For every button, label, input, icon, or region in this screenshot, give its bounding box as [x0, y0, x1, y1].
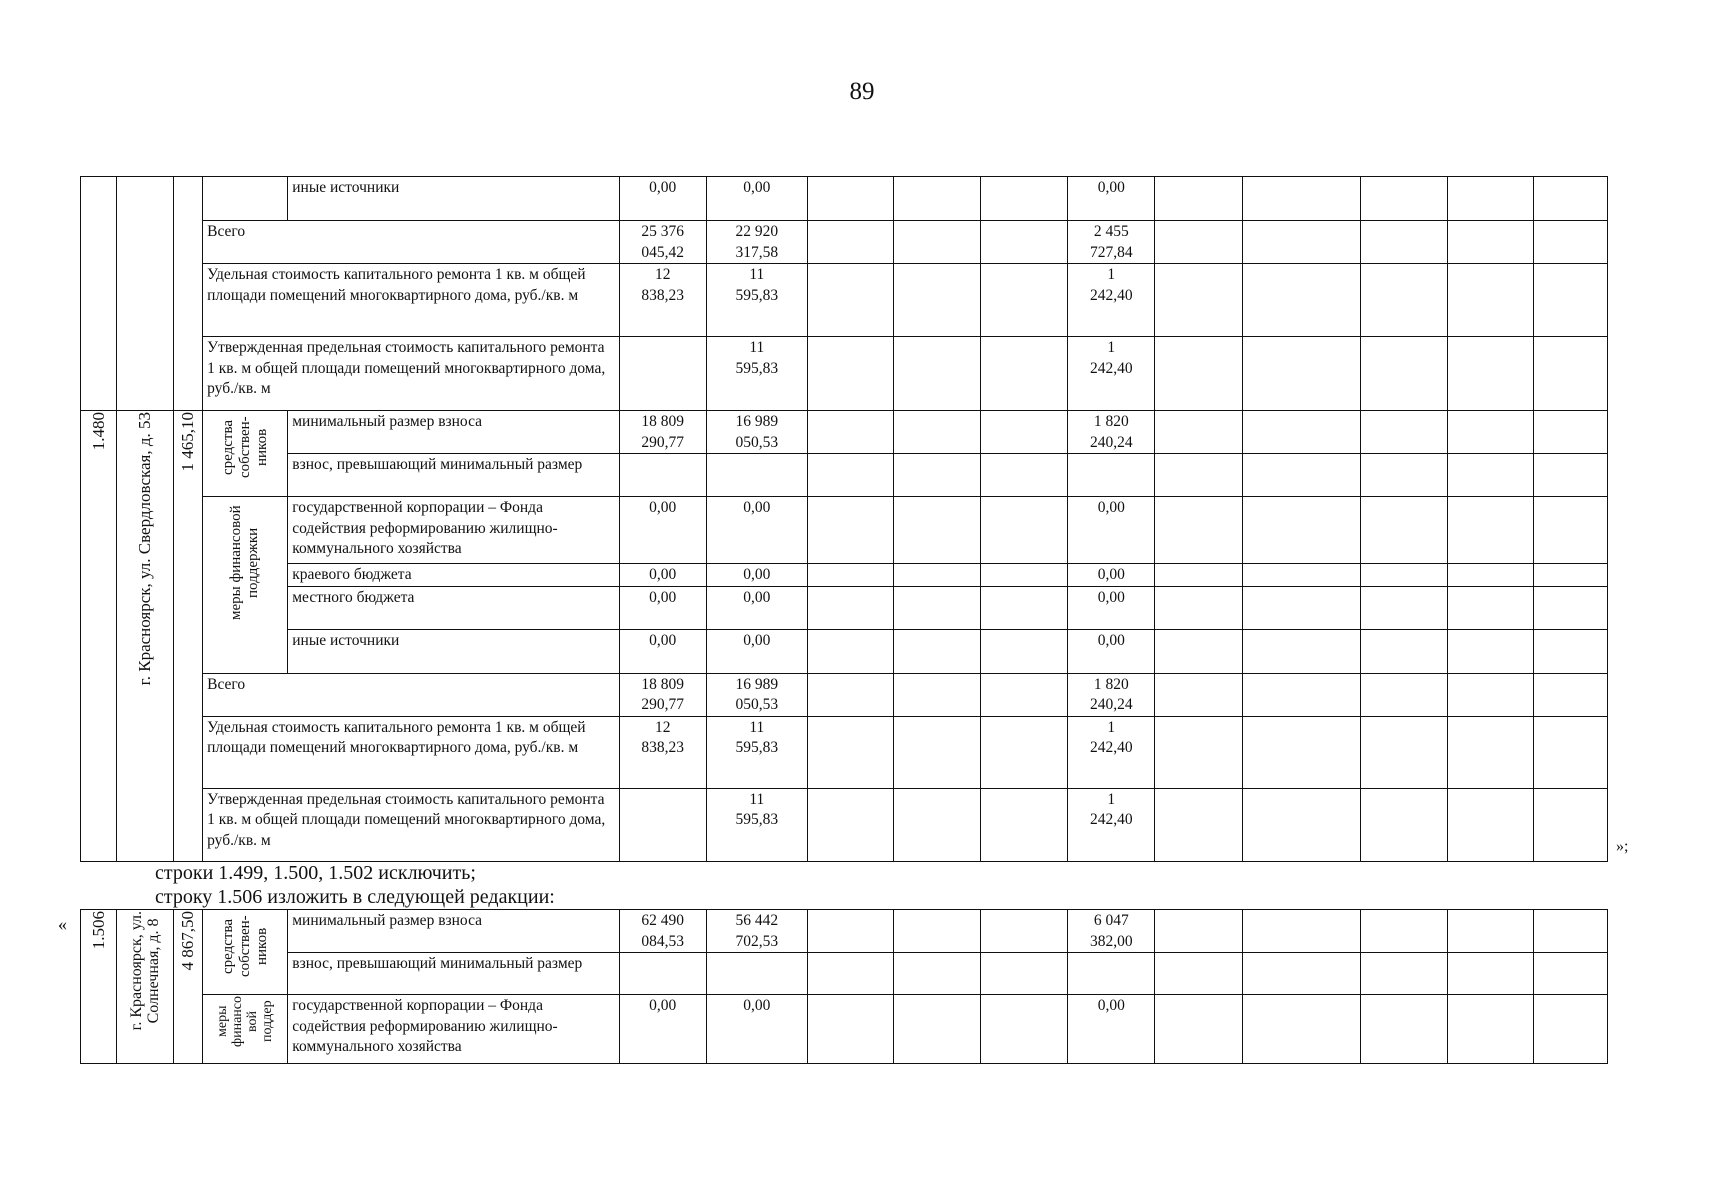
row-label: Утвержденная предельная стоимость капитального ремонта 1 кв. м общей площади помещений многоквартирного дома, руб./кв. м [203, 788, 620, 861]
capital-repair-table-upper [80, 176, 1608, 862]
row-label: Всего [203, 221, 620, 264]
row-label: минимальный размер взноса [288, 910, 619, 953]
row-label: иные источники [288, 629, 619, 673]
table-row: 1.506 г. Красноярск, ул. Солнечная, д. 8 4 867,50 средства собствен-ников минимальный размер взноса 62 490 084,53 56 442 702,53 6 047 382,00 [81, 910, 1608, 953]
row-label: местного бюджета [288, 586, 619, 629]
address-cell [117, 411, 174, 862]
table-row: меры финансовой поддержки государственной корпорации – Фонда содействия реформированию жилищно-коммунального хозяйства 0,00 0,00 0,00 [81, 497, 1608, 564]
table-row: местного бюджета 0,00 0,00 0,00 [81, 586, 1608, 629]
table-row: Всего 25 376 045,42 22 920 317,58 2 455 727,84 [81, 221, 1608, 264]
row-label: минимальный размер взноса [288, 411, 619, 454]
row-label: взнос, превышающий минимальный размер [288, 953, 619, 995]
row-number: 1.506 [88, 911, 108, 950]
address: г. Красноярск, ул. Солнечная, д. 8 [128, 911, 163, 1031]
row-label: краевого бюджета [288, 564, 619, 587]
group-owners-label: средства собствен-ников [219, 416, 270, 478]
group-support-label: меры финансовой поддержки [228, 505, 262, 621]
table-row: меры финансо вой поддер государственной корпорации – Фонда содействия реформированию жилищно-коммунального хозяйства 0,00 0,00 0,00 [81, 995, 1608, 1064]
capital-repair-table-lower [80, 909, 1608, 1064]
closing-quote: »; [1616, 838, 1629, 855]
table-row: 1.480 г. Красноярск, ул. Свердловская, д. 53 1 465,10 средства собствен-ников минимальный размер взноса 18 809 290,77 16 989 050,53 1 820 240,24 [81, 411, 1608, 454]
note-exclude-rows: строки 1.499, 1.500, 1.502 исключить; [155, 862, 476, 884]
group-owners-cell [203, 411, 288, 497]
row-label: Утвержденная предельная стоимость капитального ремонта 1 кв. м общей площади помещений многоквартирного дома, руб./кв. м [203, 337, 620, 411]
address: г. Красноярск, ул. Свердловская, д. 53 [135, 412, 155, 686]
area-cell [174, 910, 203, 1064]
table-row: краевого бюджета 0,00 0,00 0,00 [81, 564, 1608, 587]
table-row: иные источники 0,00 0,00 0,00 [81, 629, 1608, 673]
row-label: Всего [203, 673, 620, 716]
row-label: государственной корпорации – Фонда содействия реформированию жилищно-коммунального хозяйства [288, 497, 619, 564]
table-row: Удельная стоимость капитального ремонта 1 кв. м общей площади помещений многоквартирного дома, руб./кв. м 12 838,23 11 595,83 1 242,40 [81, 716, 1608, 788]
group-owners-cell [203, 910, 288, 995]
note-new-edition: строку 1.506 изложить в следующей редакции: [155, 886, 555, 908]
row-label: иные источники [288, 177, 619, 221]
page-number: 89 [849, 78, 875, 105]
table-row: Удельная стоимость капитального ремонта 1 кв. м общей площади помещений многоквартирного дома, руб./кв. м 12 838,23 11 595,83 1 242,40 [81, 264, 1608, 337]
table-row [81, 454, 1608, 497]
table-row: иные источники 0,00 0,00 0,00 [81, 177, 1608, 221]
address-cell [117, 910, 174, 1064]
row-label: государственной корпорации – Фонда содействия реформированию жилищно-коммунального хозяйства [288, 995, 619, 1064]
group-support-cell [203, 497, 288, 674]
row-number: 1.480 [88, 412, 108, 451]
opening-quote: « [58, 914, 67, 934]
group-support-cell [203, 995, 288, 1064]
table-row [81, 953, 1608, 995]
row-label: Удельная стоимость капитального ремонта 1 кв. м общей площади помещений многоквартирного дома, руб./кв. м [203, 264, 620, 337]
table-row: Утвержденная предельная стоимость капитального ремонта 1 кв. м общей площади помещений многоквартирного дома, руб./кв. м 11 595,83 1 242,40 [81, 788, 1608, 861]
group-support-label: меры финансо вой поддер [215, 996, 276, 1047]
row-number-cell [81, 411, 117, 862]
area-cell [174, 411, 203, 862]
area: 4 867,50 [178, 911, 198, 971]
row-label: Удельная стоимость капитального ремонта 1 кв. м общей площади помещений многоквартирного дома, руб./кв. м [203, 716, 620, 788]
row-label: взнос, превышающий минимальный размер [288, 454, 619, 497]
row-number-cell [81, 910, 117, 1064]
group-owners-label: средства собствен-ников [219, 915, 270, 977]
table-row: Всего 18 809 290,77 16 989 050,53 1 820 240,24 [81, 673, 1608, 716]
area: 1 465,10 [178, 412, 198, 472]
table-row: Утвержденная предельная стоимость капитального ремонта 1 кв. м общей площади помещений многоквартирного дома, руб./кв. м 11 595,83 1 242,40 [81, 337, 1608, 411]
